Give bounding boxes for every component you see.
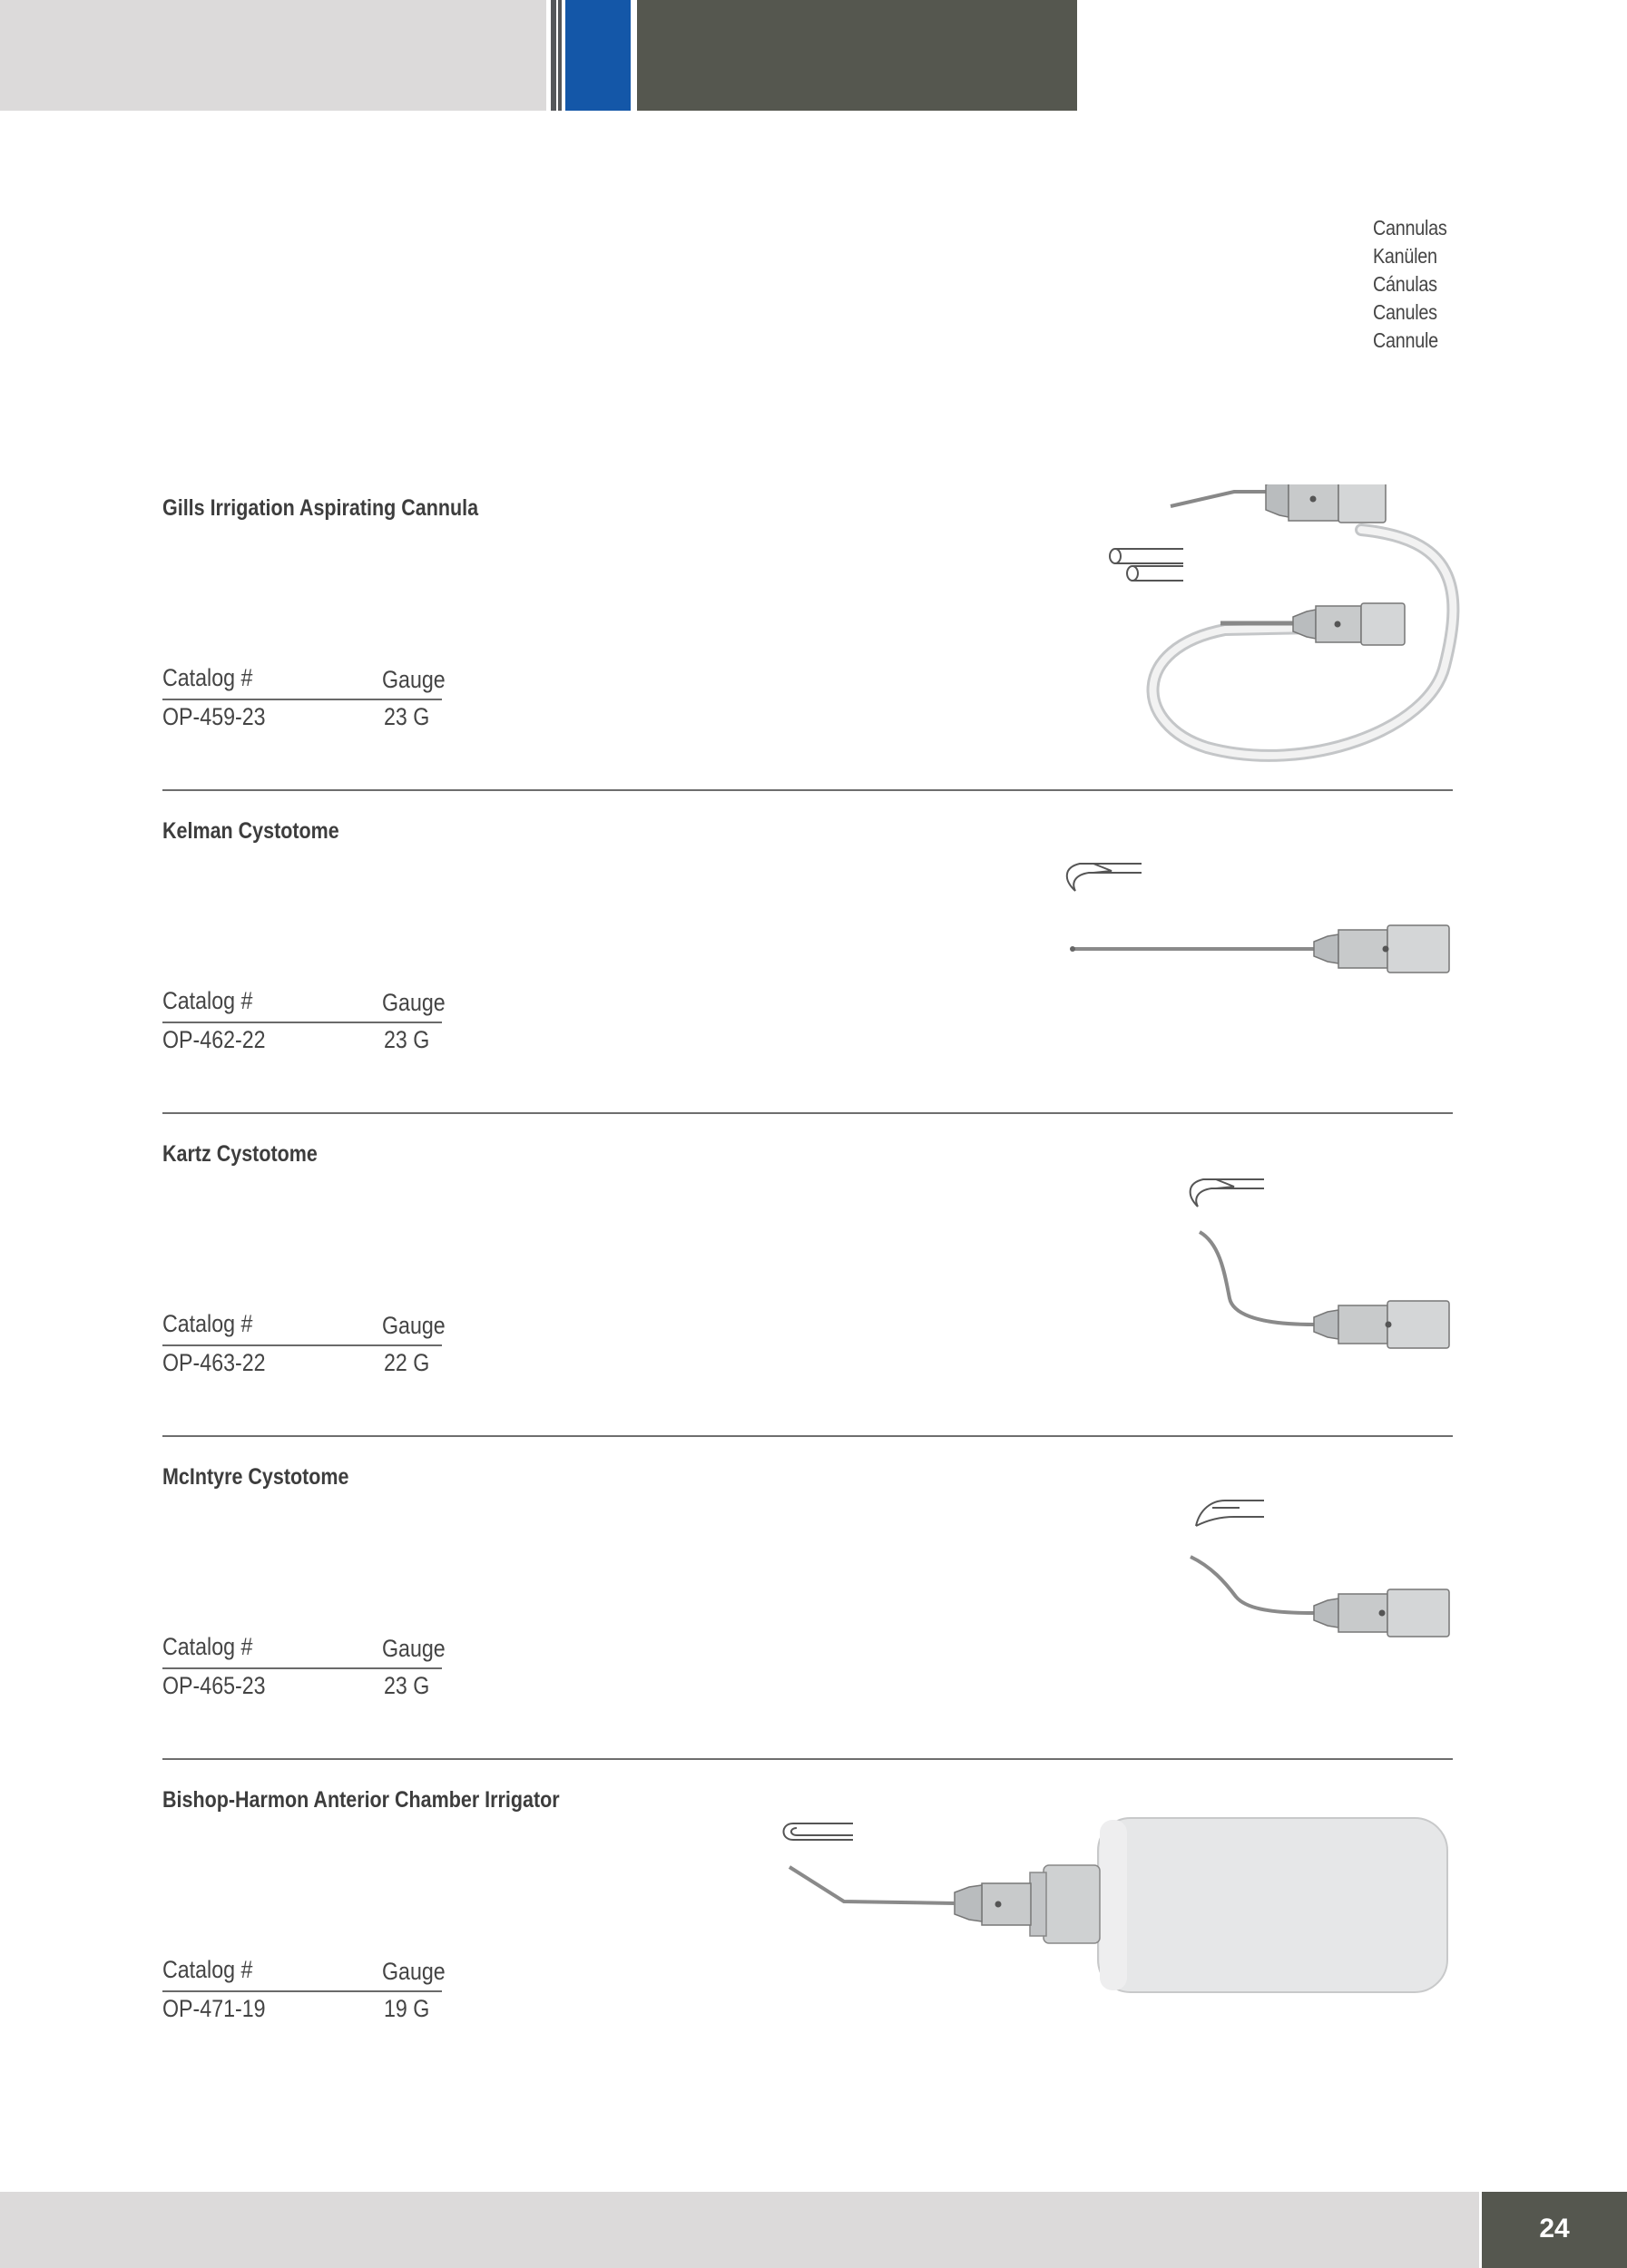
header-stripe	[551, 0, 556, 111]
section-divider	[162, 1435, 1453, 1437]
catalog-header: Catalog #	[162, 664, 253, 691]
product-title: Kelman Cystotome	[162, 818, 339, 844]
catalog-header: Catalog #	[162, 987, 253, 1014]
product-section	[0, 484, 1627, 807]
language-label: Kanülen	[1373, 244, 1437, 268]
gauge-value: 19 G	[384, 1995, 430, 2022]
gills-cannula-illustration	[0, 484, 1627, 789]
header-bar-light	[0, 0, 546, 111]
section-divider	[162, 1758, 1453, 1760]
kelman-cystotome-illustration	[0, 807, 1627, 1112]
catalog-header: Catalog #	[162, 1956, 253, 1983]
gauge-header: Gauge	[382, 1635, 446, 1662]
product-section	[0, 1776, 1627, 2099]
header-bar-blue	[565, 0, 631, 111]
kartz-cystotome-illustration	[0, 1130, 1627, 1435]
catalog-number: OP-462-22	[162, 1026, 266, 1053]
catalog-number: OP-463-22	[162, 1349, 266, 1376]
catalog-header: Catalog #	[162, 1633, 253, 1660]
catalog-number: OP-465-23	[162, 1672, 266, 1699]
gauge-value: 23 G	[384, 1672, 430, 1699]
bishop-harmon-irrigator-illustration	[0, 1776, 1627, 2121]
product-title: McIntyre Cystotome	[162, 1464, 349, 1490]
gauge-header: Gauge	[382, 1958, 446, 1985]
category-languages	[1373, 214, 1459, 355]
product-section	[0, 1130, 1627, 1453]
gauge-value: 23 G	[384, 1026, 430, 1053]
page-number-box	[1482, 2192, 1627, 2268]
gauge-header: Gauge	[382, 1312, 446, 1339]
page-number: 24	[1539, 2214, 1570, 2244]
catalog-number: OP-459-23	[162, 703, 266, 730]
gauge-header: Gauge	[382, 666, 446, 693]
language-label: Cánulas	[1373, 272, 1437, 296]
product-section	[0, 1453, 1627, 1776]
header-stripe	[558, 0, 562, 111]
language-label: Cannulas	[1373, 216, 1447, 240]
gauge-value: 22 G	[384, 1349, 430, 1376]
section-divider	[162, 789, 1453, 791]
header-bar-dark	[637, 0, 1077, 111]
product-title: Gills Irrigation Aspirating Cannula	[162, 495, 479, 521]
footer-bar	[0, 2192, 1479, 2268]
section-divider	[162, 1112, 1453, 1114]
mcintyre-cystotome-illustration	[0, 1453, 1627, 1758]
gauge-header: Gauge	[382, 989, 446, 1016]
product-title: Bishop-Harmon Anterior Chamber Irrigator	[162, 1787, 560, 1813]
language-label: Canules	[1373, 300, 1437, 324]
catalog-number: OP-471-19	[162, 1995, 266, 2022]
gauge-value: 23 G	[384, 703, 430, 730]
product-section	[0, 807, 1627, 1130]
catalog-header: Catalog #	[162, 1310, 253, 1337]
product-title: Kartz Cystotome	[162, 1141, 318, 1167]
language-label: Cannule	[1373, 328, 1438, 352]
